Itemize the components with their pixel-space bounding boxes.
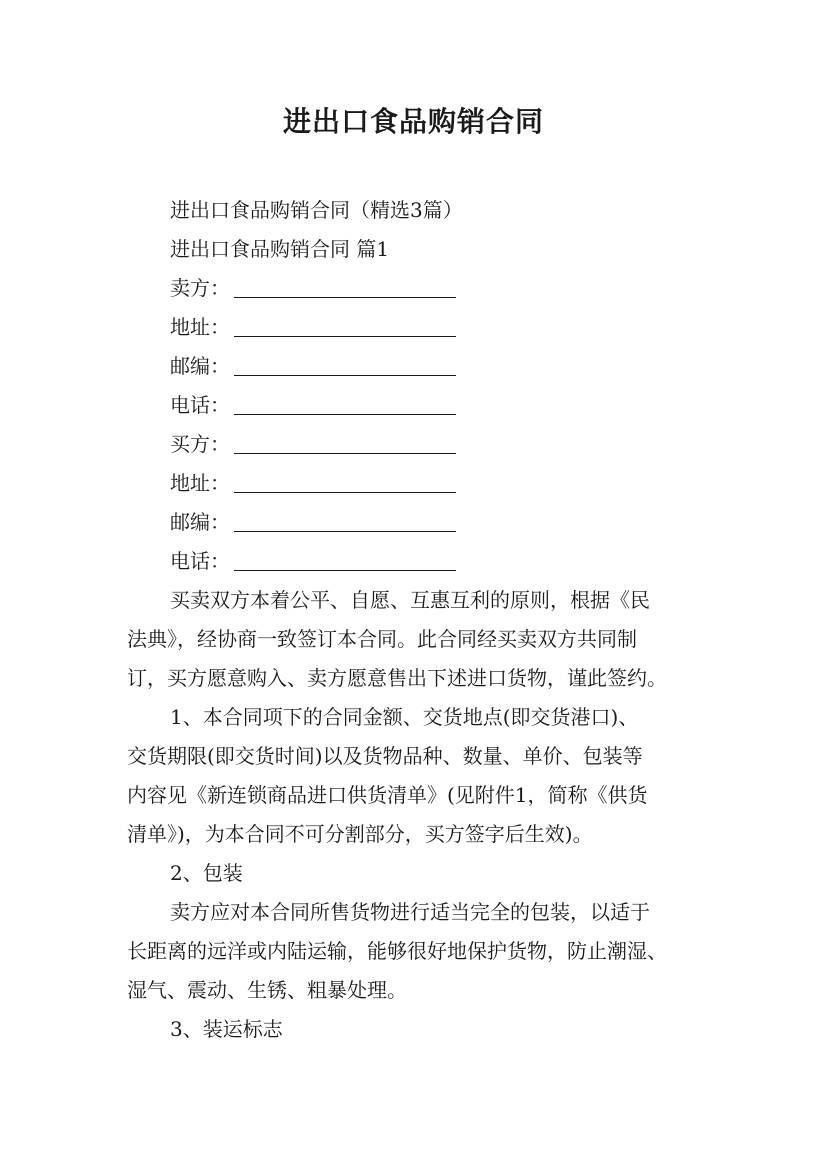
section-heading-shipping-marks: 3、装运标志 xyxy=(170,1017,283,1041)
paragraph-line: 订，买方愿意购入、卖方愿意售出下述进口货物，谨此签约。 xyxy=(127,666,667,690)
field-row-buyer-postcode xyxy=(170,510,456,534)
field-row-buyer-phone xyxy=(170,549,456,573)
blank-line xyxy=(234,552,456,571)
section-heading: 进出口食品购销合同 篇1 xyxy=(170,237,390,261)
document-subtitle: 进出口食品购销合同（精选3篇） xyxy=(170,198,463,222)
field-label: 电话： xyxy=(170,549,230,573)
paragraph-line: 买卖双方本着公平、自愿、互惠互利的原则，根据《民 xyxy=(170,588,650,612)
blank-line xyxy=(234,279,456,298)
field-label: 地址： xyxy=(170,315,230,339)
paragraph-line: 法典》，经协商一致签订本合同。此合同经买卖双方共同制 xyxy=(127,627,637,651)
field-row-seller xyxy=(170,276,456,300)
field-label: 邮编： xyxy=(170,354,230,378)
blank-line xyxy=(234,474,456,493)
field-row-seller-address xyxy=(170,315,456,339)
paragraph-line: 内容见《新连锁商品进口供货清单》(见附件1，简称《供货 xyxy=(127,783,648,807)
paragraph-line: 清单》)，为本合同不可分割部分，买方签字后生效)。 xyxy=(127,822,593,846)
field-label: 邮编： xyxy=(170,510,230,534)
field-row-buyer xyxy=(170,432,456,456)
field-row-seller-postcode xyxy=(170,354,456,378)
blank-line xyxy=(234,396,456,415)
blank-line xyxy=(234,357,456,376)
paragraph-line: 1、本合同项下的合同金额、交货地点(即交货港口)、 xyxy=(170,705,639,729)
paragraph-line: 长距离的远洋或内陆运输，能够很好地保护货物，防止潮湿、 xyxy=(127,939,667,963)
field-label: 买方： xyxy=(170,432,230,456)
blank-line xyxy=(234,318,456,337)
field-row-seller-phone xyxy=(170,393,456,417)
field-label: 电话： xyxy=(170,393,230,417)
field-label: 卖方： xyxy=(170,276,230,300)
document-title: 进出口食品购销合同 xyxy=(282,105,544,138)
blank-line xyxy=(234,513,456,532)
section-heading-packaging: 2、包装 xyxy=(170,861,243,885)
field-label: 地址： xyxy=(170,471,230,495)
paragraph-line: 卖方应对本合同所售货物进行适当完全的包装，以适于 xyxy=(170,900,650,924)
field-row-buyer-address xyxy=(170,471,456,495)
paragraph-line: 湿气、震动、生锈、粗暴处理。 xyxy=(127,978,407,1002)
blank-line xyxy=(234,435,456,454)
paragraph-line: 交货期限(即交货时间)以及货物品种、数量、单价、包装等 xyxy=(127,744,643,768)
